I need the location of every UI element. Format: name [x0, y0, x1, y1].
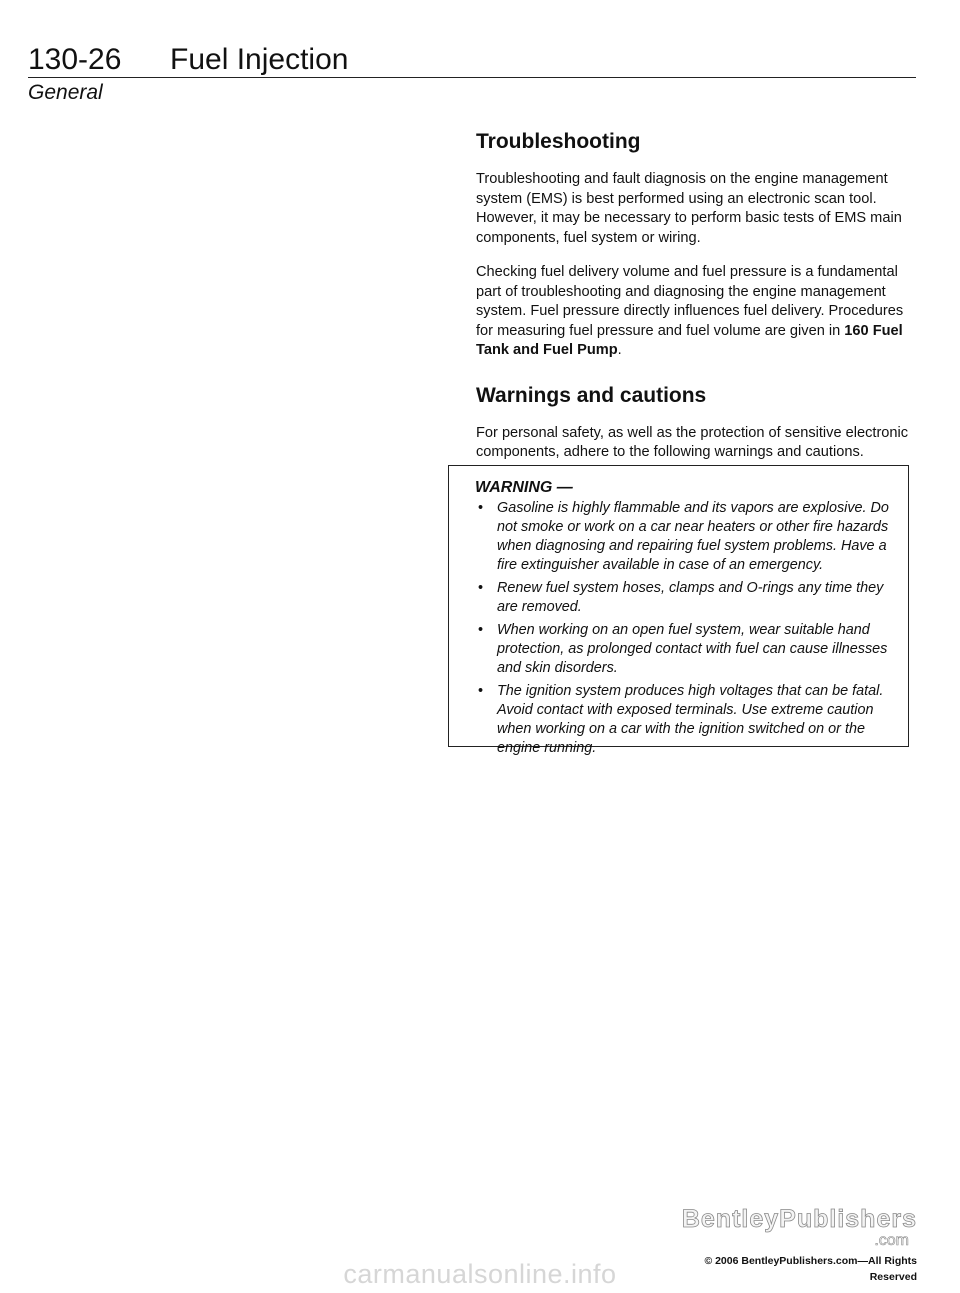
publisher-logo-domain: .com: [874, 1232, 909, 1249]
paragraph-safety: For personal safety, as well as the protection of sensitive electronic components, adhere to the following warnings and cautions.: [476, 424, 909, 460]
warning-item: [475, 499, 903, 575]
section-title: General: [28, 81, 103, 104]
publisher-logo: BentleyPublishers: [681, 1205, 917, 1233]
bullet-icon: •: [478, 622, 484, 638]
warning-box: [448, 465, 909, 756]
warning-item: [475, 579, 903, 617]
warning-item-text: Gasoline is highly flammable and its vapors are explosive. Do not smoke or work on a car near heaters or other fire hazards when diagnosing and repairing fuel system problems. Have a fire extinguisher available in case of an emergency.: [497, 500, 889, 573]
warning-item: [475, 682, 903, 758]
main-column: [476, 128, 916, 463]
warning-list: [475, 495, 903, 758]
paragraph-fuel-delivery: [476, 263, 916, 361]
chapter-title: Fuel Injection: [170, 43, 349, 76]
header-rule: [28, 77, 916, 78]
warnings-heading: Warnings and cautions: [476, 383, 707, 407]
warning-item-text: Renew fuel system hoses, clamps and O-rings any time they are removed.: [497, 580, 884, 615]
bullet-icon: •: [478, 683, 484, 699]
paragraph-end: .: [617, 342, 622, 358]
bullet-icon: •: [478, 500, 484, 516]
warning-item-text: When working on an open fuel system, wear suitable hand protection, as prolonged contact with fuel can cause illnesses and skin disorders.: [497, 622, 888, 676]
warning-title: WARNING —: [475, 479, 573, 496]
bullet-icon: •: [478, 580, 484, 596]
warning-item: [475, 621, 903, 678]
paragraph-intro: Troubleshooting and fault diagnosis on the engine management system (EMS) is best performed using an electronic scan tool. However, it may be necessary to perform basic tests of EMS main components, fuel system or wiring.: [476, 171, 902, 246]
copyright-notice: © 2006 BentleyPublishers.com—All Rights Reserved: [704, 1255, 917, 1283]
warning-item-text: The ignition system produces high voltages that can be fatal. Avoid contact with exposed terminals. Use extreme caution when working on a car with the ignition switched on or the engine running.: [497, 683, 884, 756]
site-watermark: carmanualsonline.info: [343, 1259, 617, 1289]
paragraph-fuel-delivery-text: Checking fuel delivery volume and fuel pressure is a fundamental part of troubleshooting and diagnosing the engine management system. Fuel pressure directly influences fuel delivery. Procedures for measuring fuel pressure and fuel volume are given in: [476, 264, 904, 339]
cross-reference-link[interactable]: 160 Fuel Tank and Fuel Pump: [476, 322, 903, 358]
page-number: 130-26: [28, 43, 122, 76]
troubleshooting-heading: Troubleshooting: [476, 130, 641, 153]
